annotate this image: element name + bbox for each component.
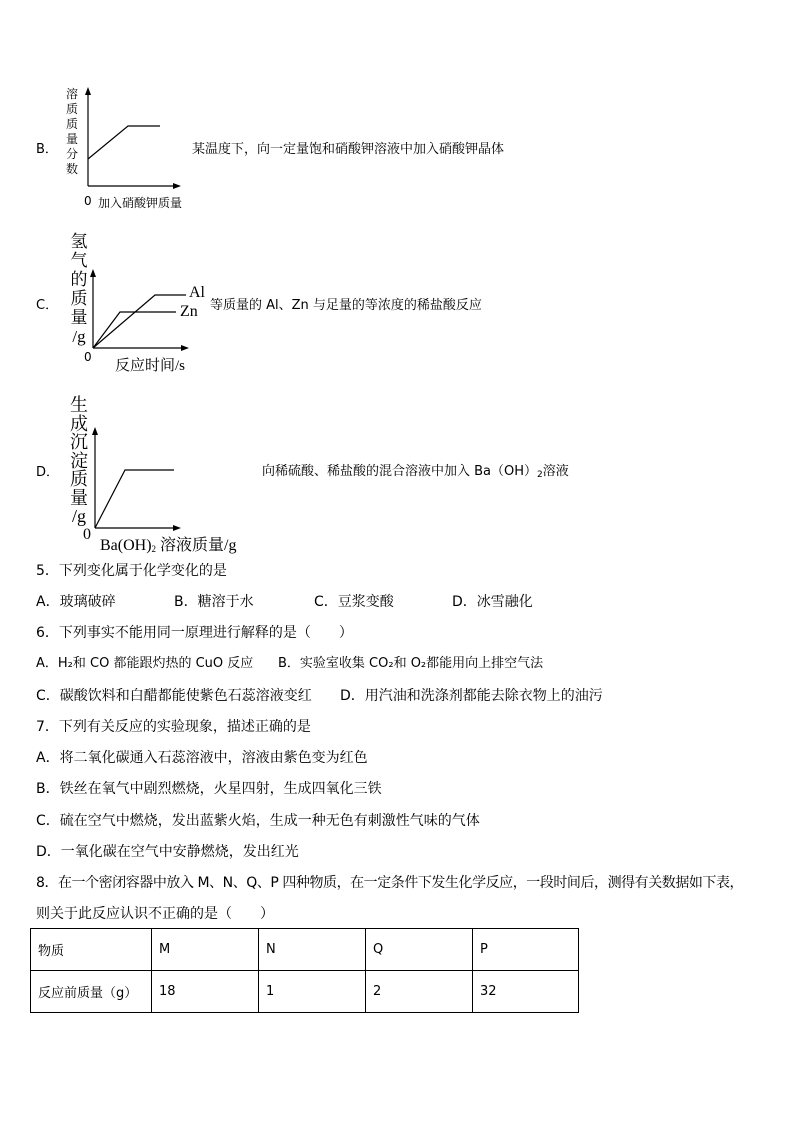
table-cell: P [473, 929, 579, 971]
option-c-al-label: Al [189, 284, 205, 301]
question-6-option-c: C．碳酸饮料和白醋都能使紫色石蕊溶液变红 [36, 688, 312, 704]
table-cell: 物质 [31, 929, 152, 971]
question-5-option-d: D．冰雪融化 [452, 594, 533, 610]
option-d-ylabel: 生 成 沉 淀 质 量 /g [70, 395, 88, 526]
question-6-stem: 6．下列事实不能用同一原理进行解释的是（ ） [36, 625, 353, 641]
option-d-curve [95, 470, 174, 528]
option-b-letter: B． [36, 142, 58, 157]
table-header-row [31, 929, 579, 971]
option-c-zn-label: Zn [180, 303, 198, 320]
table-cell: Q [366, 929, 473, 971]
question-5-option-c: C．豆浆变酸 [314, 594, 394, 610]
option-b-xlabel: 加入硝酸钾质量 [98, 196, 183, 210]
question-7-stem: 7．下列有关反应的实验现象，描述正确的是 [36, 719, 311, 735]
table-cell: 1 [259, 971, 366, 1013]
option-c-origin: 0 [84, 350, 92, 364]
question-7-option-a: A．将二氧化碳通入石蕊溶液中，溶液由紫色变为红色 [36, 750, 368, 766]
option-d-xlabel: $Ba(OH)_2$ 溶液质量/g [100, 537, 237, 554]
option-c-ylabel: 氢 气 的 质 量 /g [70, 232, 88, 346]
question-6-option-a: A．H₂和 CO 都能跟灼热的 CuO 反应 [36, 656, 254, 671]
question-8-stem-line1: 8．在一个密闭容器中放入 M、N、Q、P 四种物质，在一定条件下发生化学反应，一段时间后，测得有关数据如下表， [36, 875, 744, 891]
question-8-table [30, 928, 579, 1013]
table-cell: 2 [366, 971, 473, 1013]
question-6-option-b: B．实验室收集 CO₂和 O₂都能用向上排空气法 [278, 656, 544, 671]
table-cell: 18 [152, 971, 259, 1013]
option-d-desc: 向稀硫酸、稀盐酸的混合溶液中加入 $Ba(OH)_2$溶液 [262, 464, 569, 480]
table-cell: N [259, 929, 366, 971]
table-cell: M [152, 929, 259, 971]
table-cell: 反应前质量（g） [31, 971, 152, 1013]
option-b-desc: 某温度下，向一定量饱和硝酸钾溶液中加入硝酸钾晶体 [192, 142, 505, 157]
question-5-option-b: B．糖溶于水 [174, 594, 254, 610]
question-7-option-d: D．一氧化碳在空气中安静燃烧，发出红光 [36, 844, 299, 860]
question-5-stem: 5．下列变化属于化学变化的是 [36, 563, 227, 579]
option-d-y-arrow [92, 427, 98, 435]
option-c-letter: C． [36, 298, 59, 313]
question-8-stem-line2: 则关于此反应认识不正确的是（ ） [36, 906, 274, 922]
option-c-desc: 等质量的 Al、Zn 与足量的等浓度的稀盐酸反应 [210, 298, 482, 313]
question-5-option-a: A．玻璃破碎 [36, 594, 116, 610]
question-6-option-d: D．用汽油和洗涤剂都能去除衣物上的油污 [340, 688, 603, 704]
option-c-xlabel: 反应时间/s [115, 358, 186, 374]
option-d-letter: D． [36, 465, 60, 480]
option-b-ylabel: 溶 质 质 量 分 数 [65, 87, 78, 176]
option-d-origin: 0 [83, 526, 91, 543]
option-b-origin: 0 [84, 194, 92, 208]
table-cell: 32 [473, 971, 579, 1013]
table-row [31, 971, 579, 1013]
question-7-option-b: B．铁丝在氧气中剧烈燃烧，火星四射，生成四氧化三铁 [36, 781, 382, 797]
option-d-x-arrow [173, 525, 181, 531]
question-7-option-c: C．硫在空气中燃烧，发出蓝紫火焰，生成一种无色有刺激性气味的气体 [36, 813, 480, 829]
